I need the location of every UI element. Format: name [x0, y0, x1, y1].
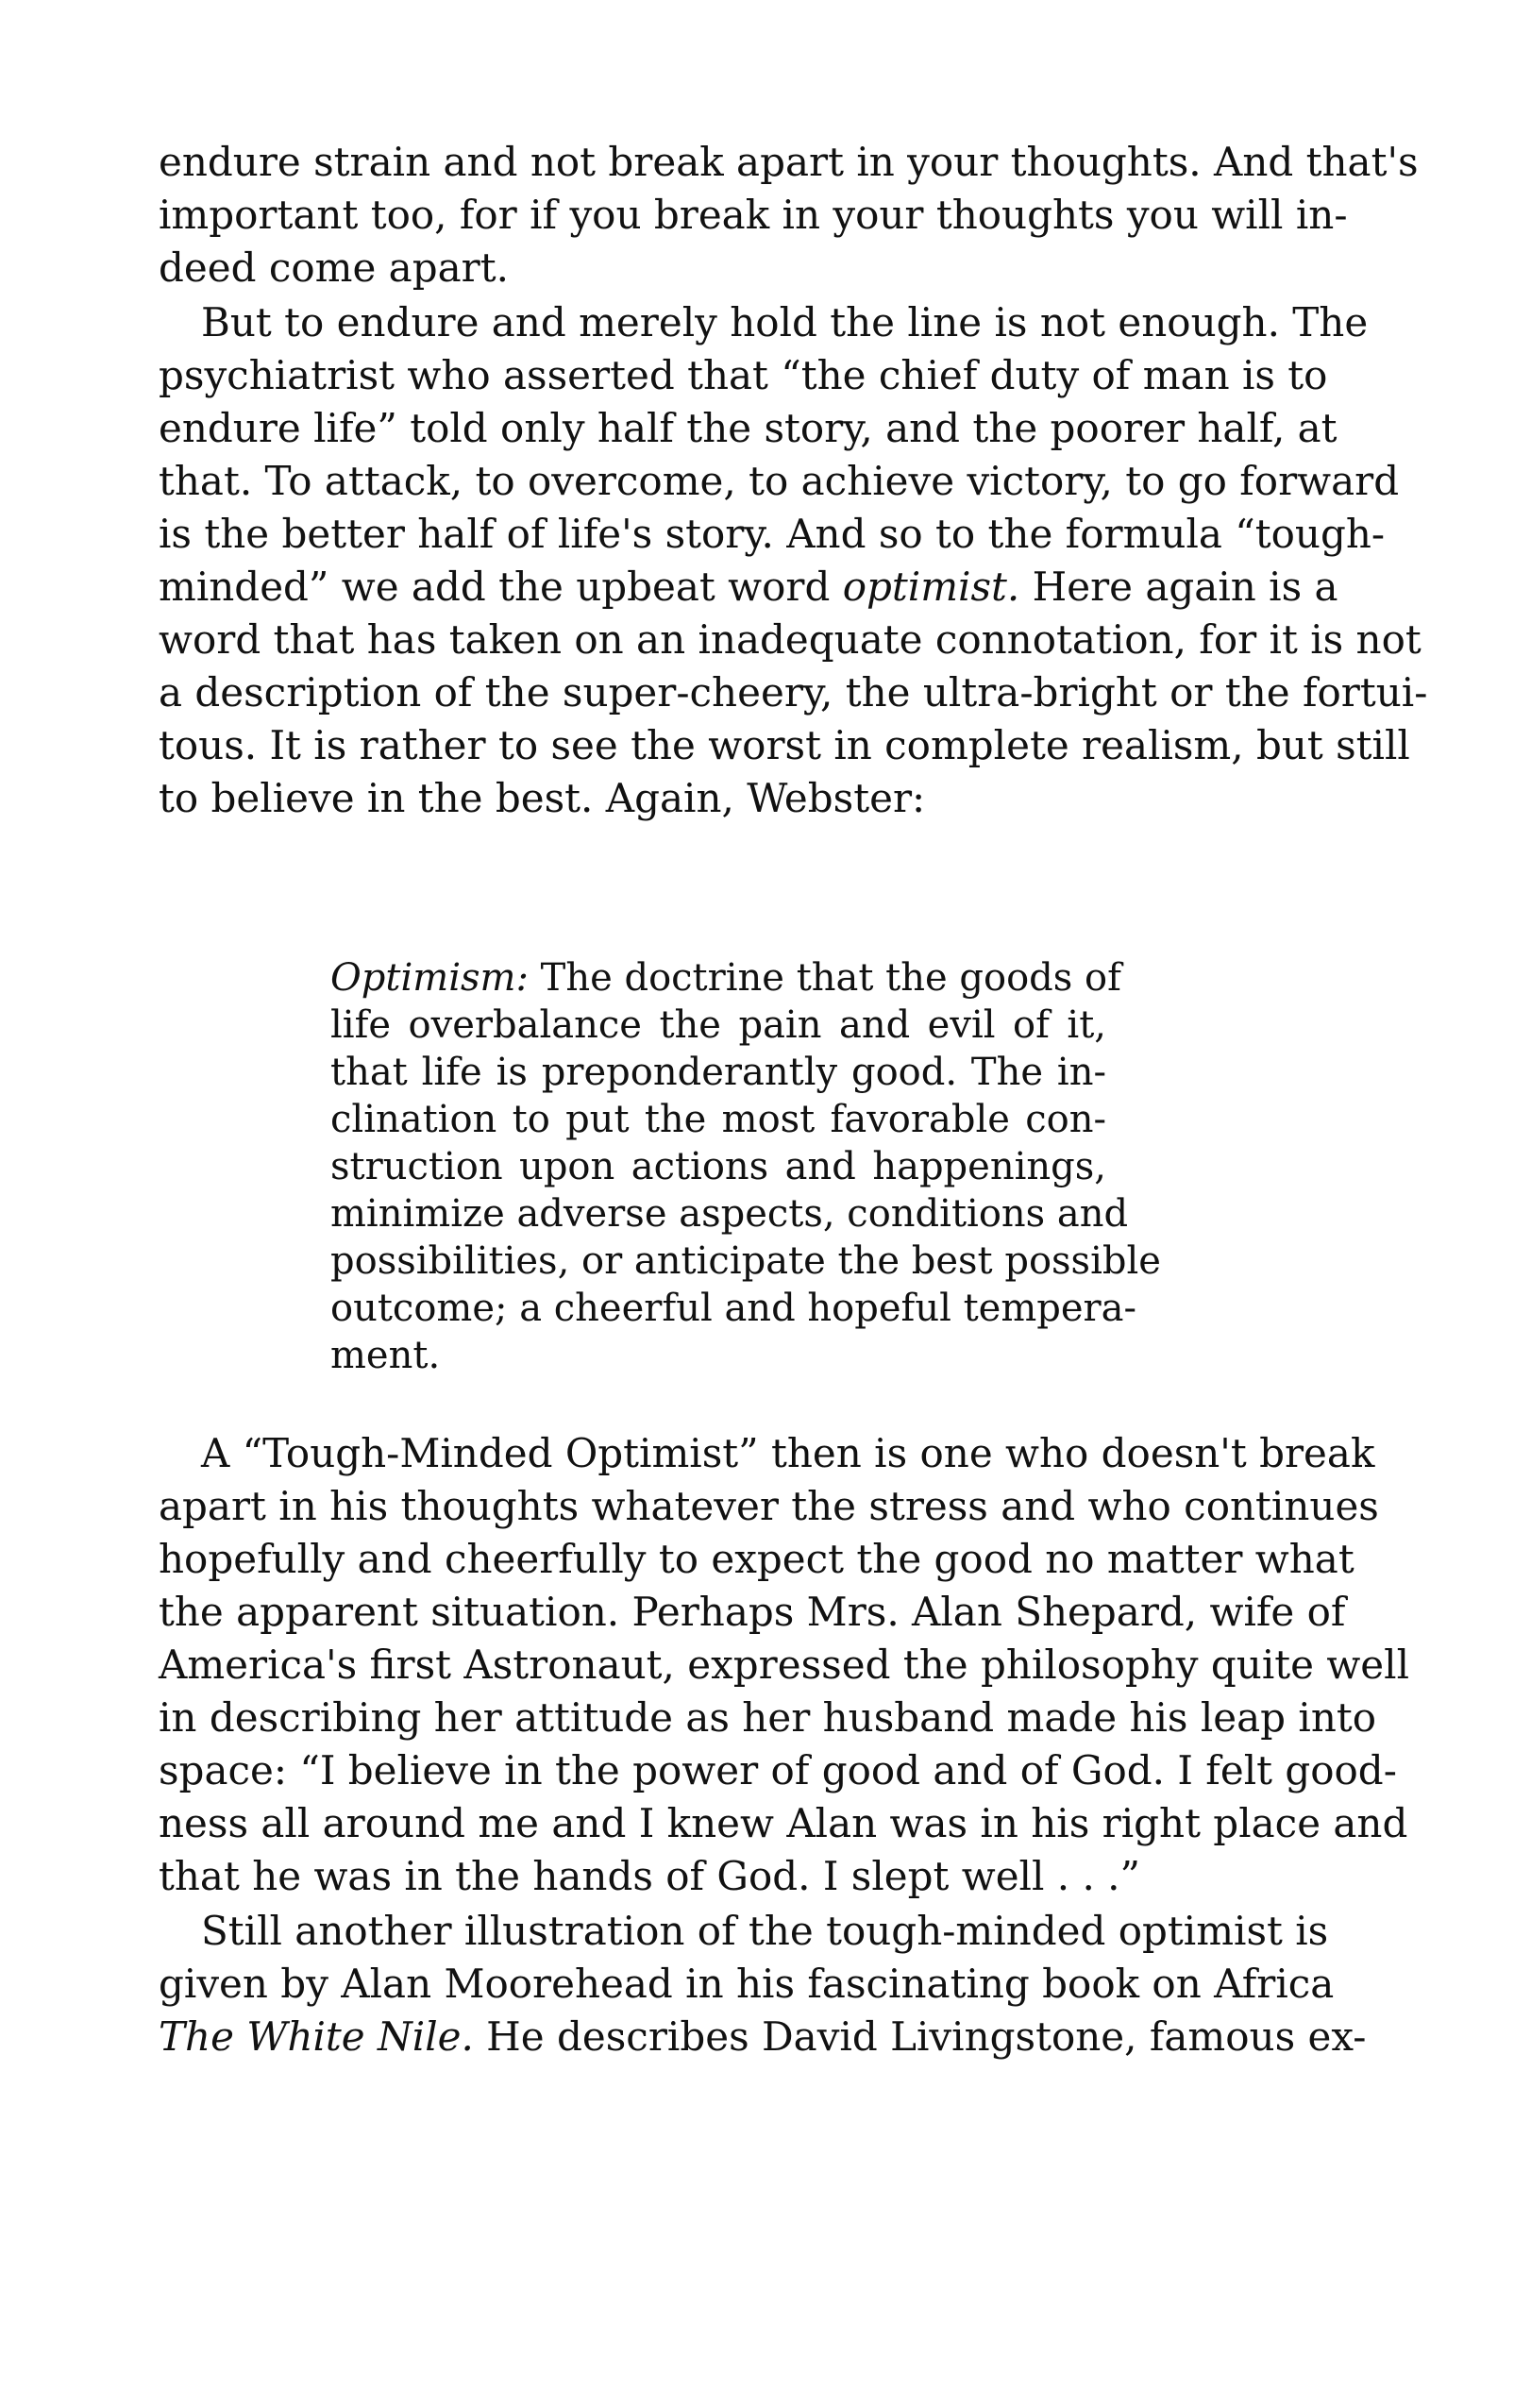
text-line: to believe in the best. Again, Webster:: [159, 775, 926, 821]
text-line: psychiatrist who asserted that “the chief duty of man is to: [159, 352, 1328, 398]
text-line: America's first Astronaut, expressed the philosophy quite well: [159, 1642, 1410, 1688]
quote-line: clination to put the most favorable con-: [330, 1098, 1106, 1141]
text-line: But to endure and merely hold the line is not enough. The: [201, 299, 1369, 345]
text-line: apart in his thoughts whatever the stress and who continues: [159, 1483, 1379, 1529]
text-line: word that has taken on an inadequate connotation, for it is not: [159, 616, 1422, 663]
text-span: minded” we add the upbeat word: [159, 564, 843, 610]
quote-line: outcome; a cheerful and hopeful tempera-: [330, 1287, 1137, 1330]
text-line: a description of the super-cheery, the ultra-bright or the fortui-: [159, 669, 1428, 716]
text-span: Here again is a: [1019, 564, 1338, 610]
text-line: A “Tough-Minded Optimist” then is one who doesn't break: [201, 1430, 1375, 1476]
quote-line: that life is preponderantly good. The in-: [330, 1051, 1106, 1094]
text-line: endure strain and not break apart in your thoughts. And that's: [159, 139, 1419, 185]
text-line: Still another illustration of the tough-minded optimist is: [201, 1908, 1329, 1954]
text-line: [159, 559, 1338, 615]
text-line: given by Alan Moorehead in his fascinating book on Africa: [159, 1961, 1335, 2007]
text-line: space: “I believe in the power of good and of God. I felt good-: [159, 1747, 1397, 1793]
text-line: [159, 2009, 1367, 2065]
text-line: endure life” told only half the story, and the poorer half, at: [159, 405, 1338, 451]
text-line: in describing her attitude as her husband made his leap into: [159, 1694, 1377, 1741]
text-span: He describes David Livingstone, famous ex-: [473, 2013, 1367, 2060]
quote-line: [330, 951, 1121, 1004]
text-line: tous. It is rather to see the worst in complete realism, but still: [159, 722, 1410, 768]
emphasized-word: optimist.: [842, 564, 1020, 610]
book-title: The White Nile.: [159, 2013, 474, 2060]
text-span: The doctrine that the goods of: [528, 956, 1121, 1000]
quote-line: minimize adverse aspects, conditions and: [330, 1192, 1129, 1236]
text-line: is the better half of life's story. And so to the formula “tough-: [159, 511, 1386, 557]
quote-line: ment.: [330, 1334, 441, 1377]
quote-line: struction upon actions and happenings,: [330, 1145, 1106, 1188]
text-line: important too, for if you break in your thoughts you will in-: [159, 192, 1348, 238]
text-line: ness all around me and I knew Alan was in his right place and: [159, 1800, 1408, 1846]
text-line: the apparent situation. Perhaps Mrs. Alan Shepard, wife of: [159, 1589, 1346, 1635]
text-line: that he was in the hands of God. I slept well . . .”: [159, 1853, 1140, 1899]
text-line: that. To attack, to overcome, to achieve victory, to go forward: [159, 458, 1400, 504]
quote-line: life overbalance the pain and evil of it,: [330, 1003, 1106, 1047]
text-line: deed come apart.: [159, 244, 509, 291]
quote-term: Optimism:: [330, 956, 529, 1000]
text-line: hopefully and cheerfully to expect the good no matter what: [159, 1536, 1354, 1582]
quote-line: possibilities, or anticipate the best possible: [330, 1239, 1161, 1283]
